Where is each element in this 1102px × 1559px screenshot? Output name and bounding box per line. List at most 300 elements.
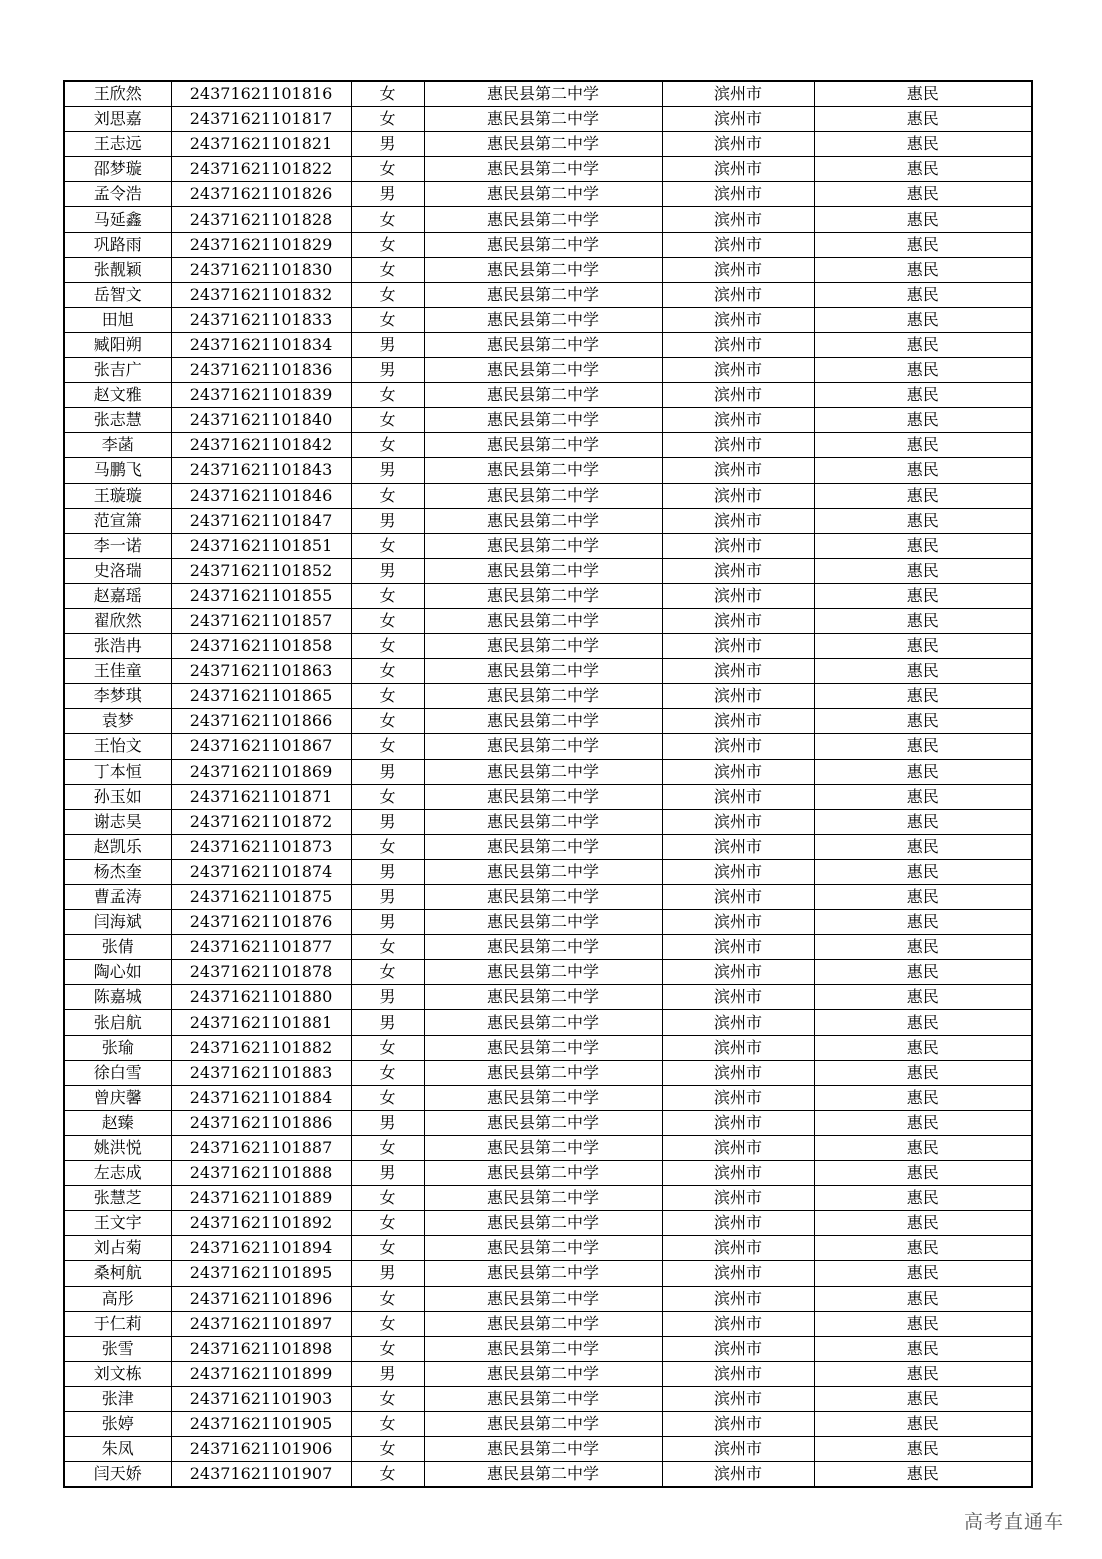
table-row [64,885,1032,910]
exam-id-cell: 24371621101843 [171,458,351,483]
gender-cell: 女 [351,433,424,458]
exam-id-cell: 24371621101898 [171,1336,351,1361]
name-cell: 赵嘉瑶 [64,583,171,608]
name-cell: 赵文雅 [64,383,171,408]
school-cell: 惠民县第二中学 [424,809,662,834]
exam-id-cell: 24371621101878 [171,960,351,985]
exam-id-cell: 24371621101826 [171,182,351,207]
gender-cell: 女 [351,1186,424,1211]
city-cell: 滨州市 [662,81,814,107]
county-cell: 惠民 [814,1261,1032,1286]
county-cell: 惠民 [814,81,1032,107]
county-cell: 惠民 [814,960,1032,985]
name-cell: 孙玉如 [64,784,171,809]
county-cell: 惠民 [814,332,1032,357]
table-row [64,910,1032,935]
gender-cell: 男 [351,132,424,157]
exam-id-cell: 24371621101852 [171,558,351,583]
exam-id-cell: 24371621101905 [171,1411,351,1436]
gender-cell: 女 [351,659,424,684]
exam-id-cell: 24371621101833 [171,307,351,332]
gender-cell: 女 [351,1135,424,1160]
table-row [64,408,1032,433]
gender-cell: 女 [351,1060,424,1085]
city-cell: 滨州市 [662,1035,814,1060]
name-cell: 张志慧 [64,408,171,433]
gender-cell: 女 [351,383,424,408]
county-cell: 惠民 [814,483,1032,508]
table-row [64,508,1032,533]
exam-id-cell: 24371621101858 [171,634,351,659]
gender-cell: 女 [351,257,424,282]
school-cell: 惠民县第二中学 [424,1060,662,1085]
gender-cell: 女 [351,684,424,709]
table-row [64,583,1032,608]
school-cell: 惠民县第二中学 [424,182,662,207]
city-cell: 滨州市 [662,358,814,383]
school-cell: 惠民县第二中学 [424,1386,662,1411]
exam-id-cell: 24371621101869 [171,759,351,784]
exam-id-cell: 24371621101817 [171,107,351,132]
city-cell: 滨州市 [662,960,814,985]
school-cell: 惠民县第二中学 [424,1085,662,1110]
table-row [64,834,1032,859]
table-row [64,458,1032,483]
city-cell: 滨州市 [662,182,814,207]
gender-cell: 女 [351,483,424,508]
city-cell: 滨州市 [662,483,814,508]
gender-cell: 女 [351,1411,424,1436]
gender-cell: 女 [351,1085,424,1110]
exam-id-cell: 24371621101865 [171,684,351,709]
county-cell: 惠民 [814,433,1032,458]
city-cell: 滨州市 [662,1186,814,1211]
school-cell: 惠民县第二中学 [424,1236,662,1261]
table-row [64,1236,1032,1261]
name-cell: 陈嘉城 [64,985,171,1010]
city-cell: 滨州市 [662,784,814,809]
school-cell: 惠民县第二中学 [424,207,662,232]
exam-id-cell: 24371621101863 [171,659,351,684]
table-row [64,1361,1032,1386]
city-cell: 滨州市 [662,910,814,935]
gender-cell: 女 [351,1035,424,1060]
exam-id-cell: 24371621101877 [171,935,351,960]
gender-cell: 男 [351,358,424,383]
county-cell: 惠民 [814,307,1032,332]
gender-cell: 男 [351,859,424,884]
school-cell: 惠民县第二中学 [424,659,662,684]
table-row [64,358,1032,383]
exam-id-cell: 24371621101839 [171,383,351,408]
name-cell: 史洛瑞 [64,558,171,583]
exam-id-cell: 24371621101828 [171,207,351,232]
exam-id-cell: 24371621101875 [171,885,351,910]
exam-id-cell: 24371621101816 [171,81,351,107]
table-row [64,81,1032,107]
table-row [64,232,1032,257]
city-cell: 滨州市 [662,684,814,709]
table-row [64,1161,1032,1186]
exam-id-cell: 24371621101903 [171,1386,351,1411]
school-cell: 惠民县第二中学 [424,358,662,383]
county-cell: 惠民 [814,759,1032,784]
city-cell: 滨州市 [662,935,814,960]
table-row [64,1135,1032,1160]
gender-cell: 男 [351,1361,424,1386]
gender-cell: 女 [351,1437,424,1462]
city-cell: 滨州市 [662,734,814,759]
table-row [64,257,1032,282]
school-cell: 惠民县第二中学 [424,458,662,483]
exam-id-cell: 24371621101888 [171,1161,351,1186]
exam-id-cell: 24371621101836 [171,358,351,383]
name-cell: 张慧芝 [64,1186,171,1211]
name-cell: 王佳童 [64,659,171,684]
table-row [64,1311,1032,1336]
county-cell: 惠民 [814,1010,1032,1035]
city-cell: 滨州市 [662,1010,814,1035]
school-cell: 惠民县第二中学 [424,734,662,759]
exam-id-cell: 24371621101857 [171,608,351,633]
name-cell: 于仁莉 [64,1311,171,1336]
city-cell: 滨州市 [662,1261,814,1286]
gender-cell: 女 [351,734,424,759]
exam-id-cell: 24371621101887 [171,1135,351,1160]
county-cell: 惠民 [814,1161,1032,1186]
exam-id-cell: 24371621101895 [171,1261,351,1286]
table-row [64,684,1032,709]
table-row [64,383,1032,408]
exam-id-cell: 24371621101855 [171,583,351,608]
city-cell: 滨州市 [662,282,814,307]
table-row [64,207,1032,232]
city-cell: 滨州市 [662,257,814,282]
city-cell: 滨州市 [662,1411,814,1436]
gender-cell: 男 [351,1161,424,1186]
name-cell: 孟令浩 [64,182,171,207]
city-cell: 滨州市 [662,408,814,433]
name-cell: 刘文栋 [64,1361,171,1386]
gender-cell: 男 [351,182,424,207]
gender-cell: 男 [351,458,424,483]
exam-id-cell: 24371621101842 [171,433,351,458]
table-row [64,1386,1032,1411]
name-cell: 王欣然 [64,81,171,107]
school-cell: 惠民县第二中学 [424,132,662,157]
name-cell: 刘思嘉 [64,107,171,132]
gender-cell: 女 [351,81,424,107]
name-cell: 范宣箫 [64,508,171,533]
city-cell: 滨州市 [662,207,814,232]
name-cell: 王志远 [64,132,171,157]
school-cell: 惠民县第二中学 [424,784,662,809]
gender-cell: 女 [351,408,424,433]
table-row [64,1211,1032,1236]
table-row [64,307,1032,332]
name-cell: 姚洪悦 [64,1135,171,1160]
county-cell: 惠民 [814,784,1032,809]
school-cell: 惠民县第二中学 [424,1311,662,1336]
table-row [64,1010,1032,1035]
school-cell: 惠民县第二中学 [424,583,662,608]
gender-cell: 男 [351,1010,424,1035]
county-cell: 惠民 [814,207,1032,232]
school-cell: 惠民县第二中学 [424,157,662,182]
county-cell: 惠民 [814,1411,1032,1436]
county-cell: 惠民 [814,634,1032,659]
gender-cell: 女 [351,960,424,985]
school-cell: 惠民县第二中学 [424,684,662,709]
city-cell: 滨州市 [662,759,814,784]
city-cell: 滨州市 [662,132,814,157]
table-row [64,1286,1032,1311]
table-row [64,132,1032,157]
name-cell: 臧阳朔 [64,332,171,357]
exam-id-cell: 24371621101822 [171,157,351,182]
table-row [64,759,1032,784]
school-cell: 惠民县第二中学 [424,885,662,910]
county-cell: 惠民 [814,583,1032,608]
city-cell: 滨州市 [662,834,814,859]
name-cell: 巩路雨 [64,232,171,257]
county-cell: 惠民 [814,508,1032,533]
city-cell: 滨州市 [662,1135,814,1160]
name-cell: 张瑜 [64,1035,171,1060]
city-cell: 滨州市 [662,1286,814,1311]
name-cell: 张靓颖 [64,257,171,282]
county-cell: 惠民 [814,935,1032,960]
county-cell: 惠民 [814,458,1032,483]
county-cell: 惠民 [814,1286,1032,1311]
name-cell: 谢志昊 [64,809,171,834]
county-cell: 惠民 [814,1211,1032,1236]
county-cell: 惠民 [814,107,1032,132]
gender-cell: 男 [351,1110,424,1135]
school-cell: 惠民县第二中学 [424,1361,662,1386]
county-cell: 惠民 [814,282,1032,307]
county-cell: 惠民 [814,859,1032,884]
county-cell: 惠民 [814,985,1032,1010]
gender-cell: 女 [351,1462,424,1488]
school-cell: 惠民县第二中学 [424,910,662,935]
table-row [64,558,1032,583]
city-cell: 滨州市 [662,859,814,884]
gender-cell: 女 [351,307,424,332]
table-row [64,533,1032,558]
name-cell: 陶心如 [64,960,171,985]
exam-id-cell: 24371621101886 [171,1110,351,1135]
gender-cell: 女 [351,608,424,633]
exam-id-cell: 24371621101872 [171,809,351,834]
name-cell: 袁梦 [64,709,171,734]
school-cell: 惠民县第二中学 [424,1211,662,1236]
school-cell: 惠民县第二中学 [424,282,662,307]
name-cell: 张津 [64,1386,171,1411]
table-row [64,1462,1032,1488]
table-row [64,859,1032,884]
school-cell: 惠民县第二中学 [424,985,662,1010]
exam-id-cell: 24371621101847 [171,508,351,533]
gender-cell: 女 [351,107,424,132]
city-cell: 滨州市 [662,332,814,357]
name-cell: 张雪 [64,1336,171,1361]
exam-id-cell: 24371621101896 [171,1286,351,1311]
name-cell: 张婷 [64,1411,171,1436]
county-cell: 惠民 [814,734,1032,759]
exam-id-cell: 24371621101899 [171,1361,351,1386]
table-row [64,483,1032,508]
city-cell: 滨州市 [662,157,814,182]
school-cell: 惠民县第二中学 [424,759,662,784]
name-cell: 马延鑫 [64,207,171,232]
table-row [64,734,1032,759]
county-cell: 惠民 [814,885,1032,910]
name-cell: 张浩冉 [64,634,171,659]
school-cell: 惠民县第二中学 [424,1336,662,1361]
watermark: 高考直通车 [964,1511,1065,1533]
county-cell: 惠民 [814,1386,1032,1411]
exam-id-cell: 24371621101889 [171,1186,351,1211]
name-cell: 左志成 [64,1161,171,1186]
table-row [64,659,1032,684]
name-cell: 岳智文 [64,282,171,307]
city-cell: 滨州市 [662,558,814,583]
table-row [64,1186,1032,1211]
city-cell: 滨州市 [662,583,814,608]
gender-cell: 男 [351,885,424,910]
school-cell: 惠民县第二中学 [424,1437,662,1462]
county-cell: 惠民 [814,1060,1032,1085]
county-cell: 惠民 [814,232,1032,257]
name-cell: 朱凤 [64,1437,171,1462]
county-cell: 惠民 [814,1085,1032,1110]
city-cell: 滨州市 [662,307,814,332]
gender-cell: 女 [351,232,424,257]
exam-id-cell: 24371621101876 [171,910,351,935]
exam-id-cell: 24371621101906 [171,1437,351,1462]
school-cell: 惠民县第二中学 [424,232,662,257]
exam-id-cell: 24371621101821 [171,132,351,157]
name-cell: 翟欣然 [64,608,171,633]
county-cell: 惠民 [814,659,1032,684]
table-row [64,1110,1032,1135]
city-cell: 滨州市 [662,1361,814,1386]
school-cell: 惠民县第二中学 [424,508,662,533]
county-cell: 惠民 [814,709,1032,734]
city-cell: 滨州市 [662,885,814,910]
gender-cell: 男 [351,759,424,784]
exam-id-cell: 24371621101846 [171,483,351,508]
school-cell: 惠民县第二中学 [424,558,662,583]
city-cell: 滨州市 [662,1437,814,1462]
gender-cell: 女 [351,157,424,182]
name-cell: 李梦琪 [64,684,171,709]
table-row [64,960,1032,985]
name-cell: 闫天娇 [64,1462,171,1488]
table-row [64,784,1032,809]
school-cell: 惠民县第二中学 [424,960,662,985]
county-cell: 惠民 [814,608,1032,633]
county-cell: 惠民 [814,910,1032,935]
school-cell: 惠民县第二中学 [424,859,662,884]
school-cell: 惠民县第二中学 [424,634,662,659]
gender-cell: 男 [351,985,424,1010]
table-row [64,182,1032,207]
gender-cell: 男 [351,508,424,533]
name-cell: 赵臻 [64,1110,171,1135]
city-cell: 滨州市 [662,1236,814,1261]
city-cell: 滨州市 [662,508,814,533]
table-row [64,1035,1032,1060]
county-cell: 惠民 [814,834,1032,859]
school-cell: 惠民县第二中学 [424,1186,662,1211]
table-row [64,282,1032,307]
exam-id-cell: 24371621101832 [171,282,351,307]
school-cell: 惠民县第二中学 [424,1462,662,1488]
table-row [64,1336,1032,1361]
gender-cell: 女 [351,282,424,307]
city-cell: 滨州市 [662,533,814,558]
gender-cell: 男 [351,910,424,935]
city-cell: 滨州市 [662,1211,814,1236]
school-cell: 惠民县第二中学 [424,709,662,734]
city-cell: 滨州市 [662,1060,814,1085]
school-cell: 惠民县第二中学 [424,257,662,282]
exam-id-cell: 24371621101883 [171,1060,351,1085]
name-cell: 桑柯航 [64,1261,171,1286]
gender-cell: 女 [351,1236,424,1261]
county-cell: 惠民 [814,1236,1032,1261]
name-cell: 高彤 [64,1286,171,1311]
gender-cell: 女 [351,1386,424,1411]
gender-cell: 女 [351,709,424,734]
school-cell: 惠民县第二中学 [424,1286,662,1311]
school-cell: 惠民县第二中学 [424,533,662,558]
exam-id-cell: 24371621101829 [171,232,351,257]
exam-id-cell: 24371621101866 [171,709,351,734]
exam-id-cell: 24371621101867 [171,734,351,759]
county-cell: 惠民 [814,1437,1032,1462]
city-cell: 滨州市 [662,709,814,734]
county-cell: 惠民 [814,558,1032,583]
table-row [64,1411,1032,1436]
exam-id-cell: 24371621101881 [171,1010,351,1035]
city-cell: 滨州市 [662,1110,814,1135]
name-cell: 马鹏飞 [64,458,171,483]
school-cell: 惠民县第二中学 [424,433,662,458]
table-body [64,81,1032,1487]
gender-cell: 女 [351,533,424,558]
name-cell: 李菡 [64,433,171,458]
table-row [64,332,1032,357]
gender-cell: 男 [351,1261,424,1286]
school-cell: 惠民县第二中学 [424,834,662,859]
name-cell: 张倩 [64,935,171,960]
table-row [64,107,1032,132]
school-cell: 惠民县第二中学 [424,1411,662,1436]
school-cell: 惠民县第二中学 [424,1110,662,1135]
city-cell: 滨州市 [662,107,814,132]
name-cell: 王璇璇 [64,483,171,508]
name-cell: 张吉广 [64,358,171,383]
name-cell: 曹孟涛 [64,885,171,910]
city-cell: 滨州市 [662,634,814,659]
gender-cell: 女 [351,1286,424,1311]
table-row [64,634,1032,659]
table-row [64,1085,1032,1110]
gender-cell: 女 [351,583,424,608]
